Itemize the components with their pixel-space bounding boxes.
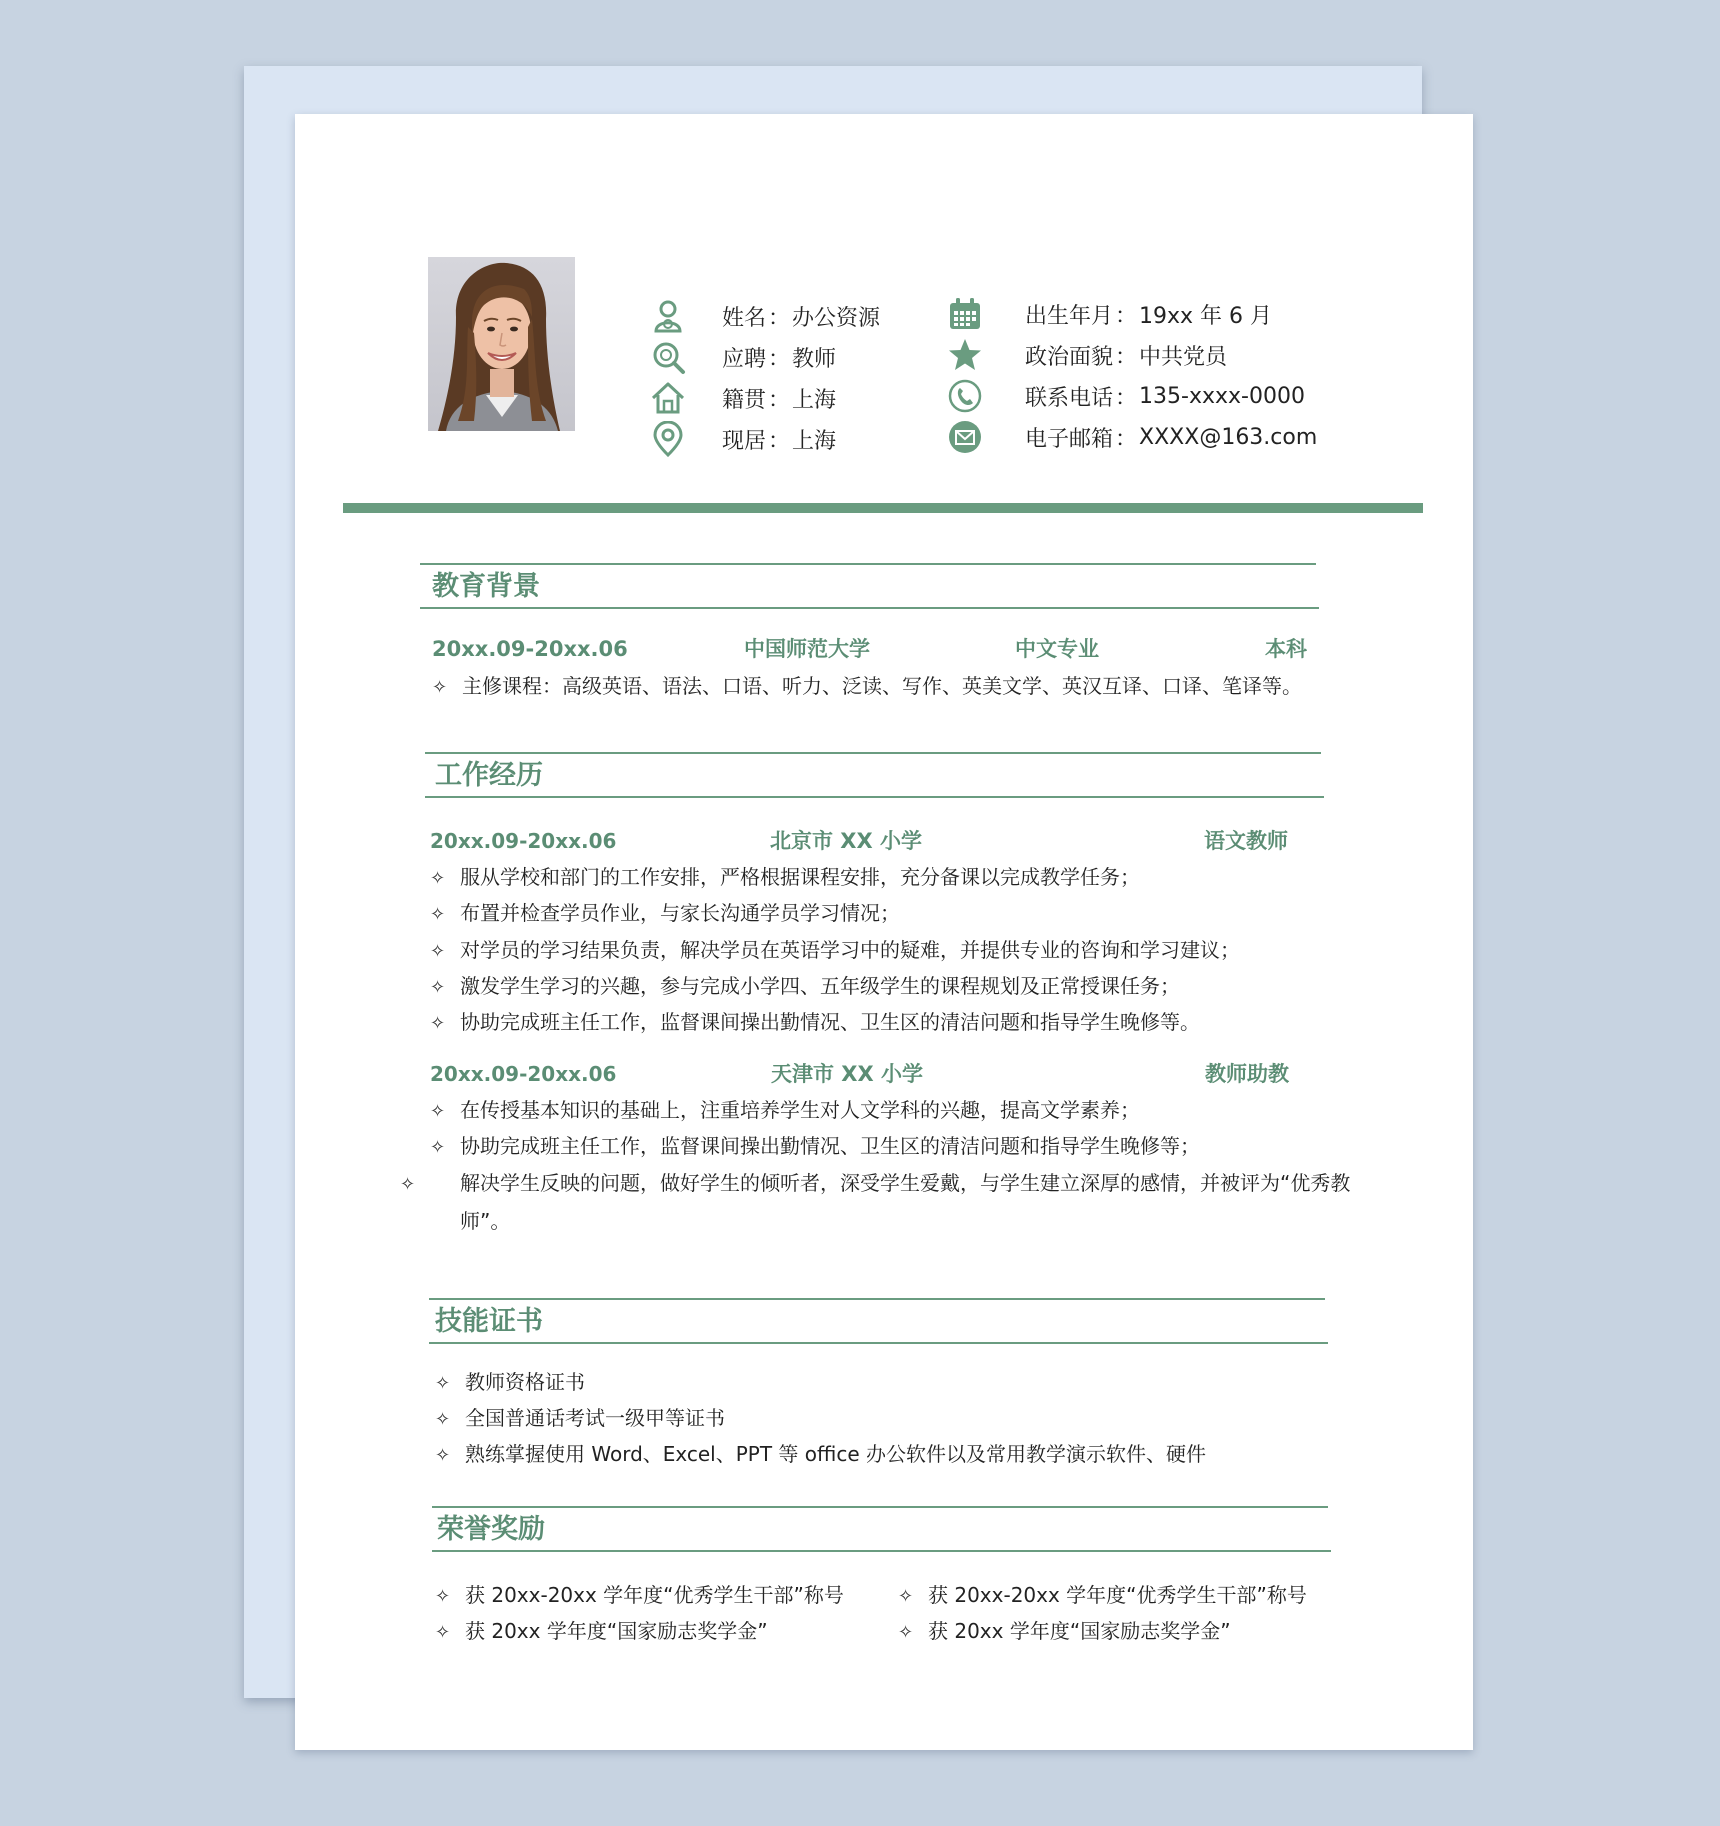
education-courses: ✧ 主修课程：高级英语、语法、口语、听力、泛读、写作、英美文学、英汉互译、口译、笔译等。	[432, 671, 1302, 703]
list-item: ✧ 对学员的学习结果负责，解决学员在英语学习中的疑难，并提供专业的咨询和学习建议；	[430, 935, 1240, 967]
list-item: ✧ 布置并检查学员作业，与家长沟通学员学习情况；	[430, 898, 900, 930]
bullet-icon: ✧	[430, 941, 446, 962]
bullet-icon: ✧	[430, 1013, 446, 1034]
calendar-icon	[947, 296, 983, 332]
job-period: 20xx.09-20xx.06	[430, 1062, 617, 1086]
list-item: ✧ 协助完成班主任工作，监督课间操出勤情况、卫生区的清洁问题和指导学生晚修等。	[430, 1007, 1200, 1039]
bullet-icon: ✧	[430, 1101, 446, 1122]
bullet-icon: ✧	[435, 1445, 451, 1466]
education-major: 中文专业	[1015, 637, 1099, 661]
list-item: ✧ 全国普通话考试一级甲等证书	[435, 1403, 725, 1435]
list-item: ✧ 获 20xx-20xx 学年度“优秀学生干部”称号	[898, 1580, 1307, 1612]
list-item: ✧ 在传授基本知识的基础上，注重培养学生对人文学科的兴趣，提高文学素养；	[430, 1095, 1140, 1127]
header-divider	[343, 503, 1423, 513]
home-icon	[650, 380, 686, 416]
mail-icon	[947, 419, 983, 455]
bullet-icon: ✧	[435, 1373, 451, 1394]
section-line-bottom	[429, 1342, 1328, 1344]
section-title-education: 教育背景	[432, 571, 540, 602]
job-role: 语文教师	[1204, 829, 1288, 853]
education-school: 中国师范大学	[744, 637, 870, 661]
info-political: 政治面貌 ： 中共党员	[947, 335, 1227, 375]
bullet-icon: ✧	[430, 868, 446, 889]
section-title-honors: 荣誉奖励	[437, 1514, 545, 1545]
bullet-icon: ✧	[898, 1622, 914, 1643]
section-title-work: 工作经历	[435, 760, 543, 791]
location-pin-icon	[650, 421, 686, 457]
info-residence: 现居 ： 上海	[650, 419, 836, 459]
search-icon	[650, 339, 686, 375]
job-period: 20xx.09-20xx.06	[430, 829, 617, 853]
info-hometown: 籍贯 ： 上海	[650, 378, 836, 418]
info-phone: 联系电话 ： 135-xxxx-0000	[947, 376, 1305, 416]
section-line-bottom	[420, 607, 1319, 609]
info-email: 电子邮箱 ： XXXX@163.com	[947, 417, 1317, 457]
bullet-icon: ✧	[898, 1586, 914, 1607]
bullet-icon: ✧	[432, 677, 448, 698]
bullet-icon: ✧	[430, 977, 446, 998]
list-item: ✧ 获 20xx 学年度“国家励志奖学金”	[435, 1616, 768, 1648]
bullet-icon: ✧	[435, 1409, 451, 1430]
list-item: ✧ 获 20xx-20xx 学年度“优秀学生干部”称号	[435, 1580, 844, 1612]
phone-icon	[947, 378, 983, 414]
bullet-icon: ✧	[435, 1622, 451, 1643]
job-role: 教师助教	[1205, 1062, 1289, 1086]
list-item: ✧ 教师资格证书	[435, 1367, 585, 1399]
info-position: 应聘 ： 教师	[650, 337, 836, 377]
section-line-top	[429, 1298, 1325, 1300]
list-item: ✧ 解决学生反映的问题，做好学生的倾听者，深受学生爱戴，与学生建立深厚的感情，并被评为“优秀教师”。	[430, 1165, 1390, 1239]
person-icon	[650, 298, 686, 334]
resume-page	[295, 114, 1473, 1750]
bullet-icon: ✧	[430, 1137, 446, 1158]
list-item: ✧ 激发学生学习的兴趣，参与完成小学四、五年级学生的课程规划及正常授课任务；	[430, 971, 1180, 1003]
section-title-skills: 技能证书	[435, 1306, 543, 1337]
section-line-top	[432, 1506, 1328, 1508]
profile-photo	[428, 257, 575, 431]
education-period: 20xx.09-20xx.06	[432, 637, 628, 661]
star-icon	[947, 337, 983, 373]
list-item: ✧ 协助完成班主任工作，监督课间操出勤情况、卫生区的清洁问题和指导学生晚修等；	[430, 1131, 1200, 1163]
list-item: ✧ 熟练掌握使用 Word、Excel、PPT 等 office 办公软件以及常用教学演示软件、硬件	[435, 1439, 1206, 1471]
job-org: 北京市 XX 小学	[770, 829, 923, 853]
list-item: ✧ 获 20xx 学年度“国家励志奖学金”	[898, 1616, 1231, 1648]
list-item: ✧ 服从学校和部门的工作安排，严格根据课程安排，充分备课以完成教学任务；	[430, 862, 1140, 894]
section-line-bottom	[425, 796, 1324, 798]
bullet-icon: ✧	[400, 1174, 416, 1195]
info-birth: 出生年月 ： 19xx 年 6 月	[947, 294, 1272, 334]
job-org: 天津市 XX 小学	[771, 1062, 924, 1086]
bullet-icon: ✧	[435, 1586, 451, 1607]
info-name: 姓名 ： 办公资源	[650, 296, 880, 336]
education-degree: 本科	[1265, 637, 1307, 661]
section-line-bottom	[432, 1550, 1331, 1552]
bullet-icon: ✧	[430, 904, 446, 925]
section-line-top	[425, 752, 1321, 754]
section-line-top	[420, 563, 1316, 565]
